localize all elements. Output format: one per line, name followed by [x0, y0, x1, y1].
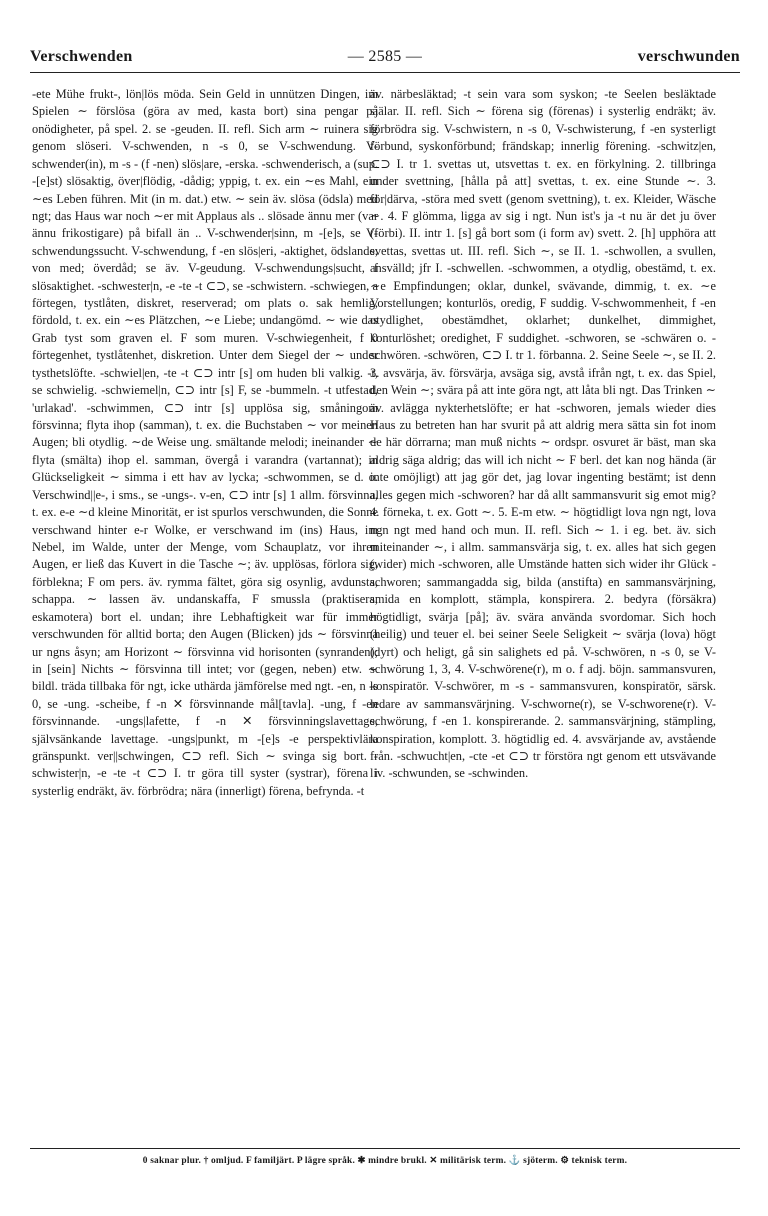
page-number: — 2585 —: [347, 48, 423, 65]
header-right-headword: verschwunden: [637, 48, 740, 65]
header-left-headword: Verschwenden: [30, 48, 133, 65]
abbreviation-legend: 0 saknar plur. † omljud. F familjärt. P lägre språk. ✱ mindre brukl. ✕ militärisk term. ⚓ sjöterm. ⚙ teknisk term.: [30, 1148, 740, 1166]
left-column-text: -ete Mühe frukt-, lön|lös möda. Sein Geld in unnützen Dingen, im Spielen ∼ förslösa (göra av med, kasta bort) sina pengar på onödigheter, på spel. 2. se -geuden. II. refl. Sich arm ∼ ruinera sig genom slöseri. V-schwenden, n -s 0, se V-schwendung. V-schwender(in), m -s - (f -nen) slös|are, -erska. -schwenderisch, a (sup. -[e]st) slösaktig, över|flödig, -dådig; yppig, t. ex. ein ∼es Mahl, ein ∼es Leben führen. Mit (in m. dat.) etw. ∼ sein äv. slösa (ödsla) med ngt; das Haus war noch ∼er mit Applaus als .. slösade ännu mer (var ännu frikostigare) på bifall än .. V-schwender|sinn, m -[e]s, se V-schwendungssucht. V-schwendung, f -en slös|eri, -aktighet, ödslande, von med; överdåd; se äv. V-geudung. V-schwendungs|sucht, f slösaktighet. -schwester|n, -e -te -t ⊂⊃, se -schwistern. -schwiegen, a förtegen, tystlåten, diskret, reserverad; om plats o. sak hemlig, fördold, t. ex. ein ∼es Plätzchen, ∼e Liebe; undangömd. ∼ wie das Grab tyst som graven el. F som muren. V-schwiegenheit, f 0 förtegenhet, tystlåtenhet, diskretion. Unter dem Siegel der ∼ under tysthetslöfte. -schwiel|en, -te -t ⊂⊃ intr [s] om huden bli valkig. -t, se schwielig. -schwiemel|n, ⊂⊃ intr [s] F, se -bummeln. -t utfestad, 'urlakad'. -schwimmen, ⊂⊃ intr [s] upplösa sig, småningom försvinna; flyta ihop (samman), t. ex. die Buchstaben ∼ vor meinen Augen; bli otydlig. ∼de Weise ung. smältande melodi; ineinander ∼ flyta (smälta) ihop el. samman, övergå i varandra (vartannat); in Glückseligkeit ∼ simma i ett hav av lycka; -schwommen, se d. o. Verschwind||e-, i sms., se -ungs-. v-en, ⊂⊃ intr [s] 1 allm. försvinna, t. ex. e-e ∼d kleine Minorität, er ist spurlos verschwunden, die Sonne verschwand hinter e-r Wolke, er verschwand im (ins) Haus, im Nebel, im Walde, unter der Menge, vom Schauplatz, vor ihren Augen, er ließ das Kuvert in die Tasche ∼; äv. upplösas, förlora sig, förblekna; F om pers. äv. rymma fältet, göra sig osynlig, avdunsta, schappa. ∼ lassen äv. undanskaffa, F smussla (praktisera, eskamotera) bort el. undan; ihre Lebhaftigkeit war für immer verschwunden för alltid borta; den Augen (Blicken) jds ∼ försvinna ur ngns åsyn; am Horizont ∼ försvinna vid horisonten (synranden); in [sein] Nichts ∼ försvinna till intet; vor (gegen, neben) etw. ∼ bildl. träda tillbaka för ngt, icke uthärda jämförelse med ngt. -en, n -s 0, se -ung. -scheibe, f -n ✕ försvinnande mål[tavla]. -ung, f -en försvinnande. -ungs|lafette, f -n ✕ försvinningslavettage, självsänkande lavettage. -ungs|punkt, m -[e]s -e perspektivlära gränspunkt. ver||schwingen, ⊂⊃ refl. Sich ∼ svinga sig bort. -schwister|n, -e -te -t ⊂⊃ I. tr göra till syster (systrar), förena i systerlig endräkt, äv. förbrödra; nära (innerligt) förena, befrynda. -t: [32, 87, 378, 798]
page-header: [30, 44, 740, 73]
right-column-text: äv. närbesläktad; -t sein vara som syskon; -te Seelen besläktade själar. II. refl. Sich ∼ förena sig (förenas) i systerlig endräkt; äv. förbrödra sig. V-schwistern, n -s 0, V-schwisterung, f -en systerligt förbund, syskonförbund; frändskap; innerlig förening. -schwitz|en, ⊂⊃ I. tr 1. svettas ut, utsvettas t. ex. en förkylning. 2. tillbringa under svettning, [hålla på att] svettas, t. ex. eine Stunde ∼. 3. för|därva, -störa med svett (genom svettning), t. ex. Kleider, Wäsche ∼. 4. F glömma, ligga av sig i ngt. Nun ist's ja -t nu är det ju över (förbi). II. intr 1. [s] gå bort som (i form av) svett. 2. [h] upphöra att svettas, svettas ut. III. refl. Sich ∼, se II. 1. -schwollen, a svullen, ansvälld; jfr I. -schwellen. -schwommen, a otydlig, obestämd, t. ex. ∼e Empfindungen; oklar, dunkel, svävande, dimmig, t. ex. ∼e Vorstellungen; konturlös, oredig, F suddig. V-schwommenheit, f -en otydlighet, obestämdhet, oklarhet; dunkelhet, dimmighet, konturlöshet; oredighet, F suddighet. -schworen, se -schwären o. -schwören. -schwören, ⊂⊃ I. tr 1. förbanna. 2. Seine Seele ∼, se II. 2. 3. avsvärja, äv. försvärja, avsäga sig, avstå ifrån ngt, t. ex. das Spiel, den Wein ∼; svära på att inte göra ngt, att låta bli ngt. Das Trinken ∼ äv. avlägga nykterhetslöfte; er hat -schworen, jemals wieder dies Haus zu betreten han har svurit på att aldrig mera sätta sin fot inom de här dörrarna; man muß nichts ∼ ordspr. osvuret är bäst, man ska aldrig säga aldrig; das will ich nicht ∼ F berl. det kan nog hända (är inte omöjligt) att jag gör det, jag lovar ingenting bestämt; ist denn alles gegen mich -schworen? har då allt sammansvurit sig emot mig? 4. förneka, t. ex. Gott ∼. 5. E-m etw. ∼ högtidligt lova ngn ngt, lova ngn ngt med hand och mun. II. refl. Sich ∼ 1. i eg. bet. äv. sich miteinander ∼, i allm. sammansvärja sig, t. ex. alles hat sich gegen (wider) mich -schworen, alle Umstände hatten sich wider ihr Glück -schworen; sammangadda sig, bilda (anstifta) en sammansvärjning, smida en komplott, stämpla, konspirera. 2. bedyra (försäkra) högtidligt, svärja [på]; äv. svära använda svordomar. Sich hoch (heilig) und teuer el. bei seiner Seele Seligkeit ∼ svärja (lova) högt (dyrt) och heligt, gå sin salighets ed på. V-schwören, n -s 0, se V-schwörung 1, 3, 4. V-schwörene(r), m o. f adj. böjn. sammansvuren, konspiratör. V-schwörer, m -s - sammansvuren, konspiratör, särsk. ledare av sammansvärjning. V-schworne(r), se V-schworene(r). V-schwörung, f -en 1. konspirerande. 2. sammansvärjning, stämpling, konspiration, komplott. 3. högtidlig ed. 4. avsvärjande av, avstående från. -schwucht|en, -cte -et ⊂⊃ tr förstöra ngt genom ett utsvävande liv. -schwunden, se -schwinden.: [370, 87, 716, 781]
